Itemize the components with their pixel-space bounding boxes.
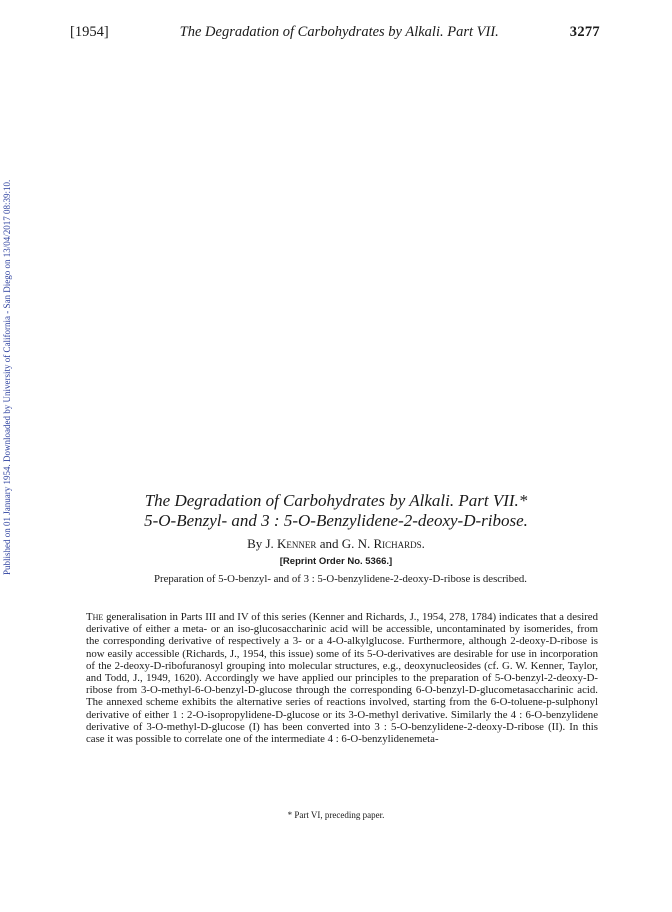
reprint-order: [Reprint Order No. 5366.] [279, 556, 393, 567]
article-title [0, 491, 672, 531]
author-2: Richards [373, 536, 422, 551]
byline-prefix: By J. [247, 536, 278, 551]
running-head [70, 24, 600, 41]
body-paragraph [86, 611, 598, 745]
abstract: Preparation of 5-O-benzyl- and of 3 : 5-O-benzylidene-2-deoxy-D-ribose is described. [154, 573, 527, 585]
article-title-line-2: 5-O-Benzyl- and 3 : 5-O-Benzylidene-2-deoxy-D-ribose. [144, 511, 528, 530]
byline-and: and G. N. [316, 536, 374, 551]
page-number: 3277 [569, 24, 600, 40]
body-text: generalisation in Parts III and IV of this series (Kenner and Richards, J., 1954, 278, 1784) indicates that a desired derivative of either a meta- or an iso-glucosaccharinic acid will be accessible, uncontaminated by isomerides, from the corresponding derivative of respectively a 3- or a 4-O-alkylglucose. Furthermore, although 2-deoxy-D-ribose is now easily accessible (Richards, J., 1954, this issue) some of its 5-O-derivatives are desirable for use in incorporation of the 2-deoxy-D-ribofuranosyl grouping into molecular structures, e.g., deoxynucleosides (cf. G. W. Kenner, Taylor, and Todd, J., 1949, 1620). Accordingly we have applied our principles to the preparation of 5-O-benzyl-2-deoxy-D-ribose from 3-O-methyl-6-O-benzyl-D-glucose through the corresponding 6-O-benzyl-D-glucometasaccharinic acid. The annexed scheme exhibits the alternative series of reactions involved, starting from the 6-O-toluene-p-sulphonyl derivative of either 1 : 2-O-isopropylidene-D-glucose or its 3-O-methyl derivative. Similarly the 4 : 6-O-benzylidene derivative of 3-O-methyl-D-glucose (I) has been converted into 3 : 5-O-benzylidene-2-deoxy-D-ribose (II). In this case it was possible to correlate one of the intermediate 4 : 6-O-benzylidenemeta- [86, 611, 598, 746]
footnote: * Part VI, preceding paper. [287, 810, 385, 820]
article-title-line-1: The Degradation of Carbohydrates by Alkali. Part VII.* [144, 491, 528, 510]
author-1: Kenner [277, 536, 317, 551]
byline [0, 536, 672, 552]
body-lead-word: The [86, 611, 104, 623]
download-watermark-text: Published on 01 January 1954. Downloaded by University of California - San Diego on 13/04/2017 08:39:10. [2, 179, 12, 575]
byline-suffix: . [421, 536, 425, 551]
running-head-title: The Degradation of Carbohydrates by Alkali. Part VII. [179, 24, 499, 40]
running-head-year: [1954] [70, 24, 109, 40]
